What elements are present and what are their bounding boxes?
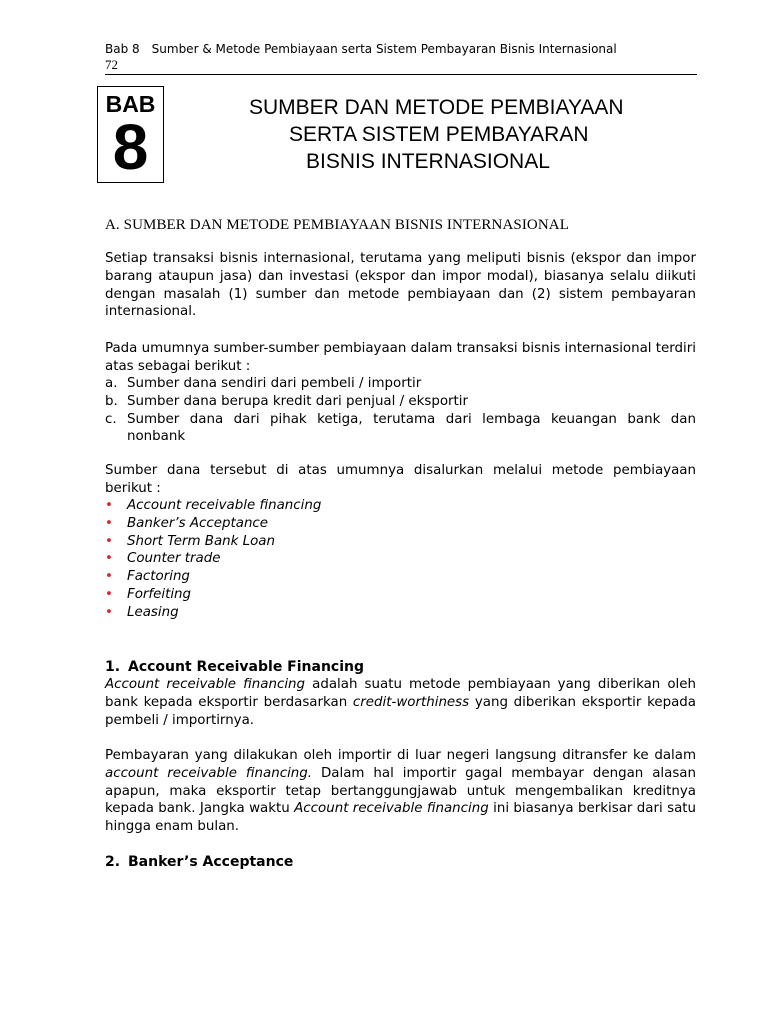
paragraph: [105, 676, 696, 729]
financing-methods-list: [105, 497, 696, 622]
list-item: [105, 515, 696, 533]
list-item: [105, 533, 696, 551]
list-item-text: Account receivable financing: [127, 498, 322, 513]
list-item: [105, 375, 696, 393]
subsection-title: Banker’s Acceptance: [128, 854, 294, 870]
list-marker: b.: [105, 393, 118, 409]
bullet-icon: •: [105, 551, 113, 567]
chapter-number-box: [97, 86, 164, 183]
header-divider: [105, 74, 697, 75]
subsection-heading: [105, 853, 293, 871]
list-item: [105, 604, 696, 622]
list-item-text: Sumber dana berupa kredit dari penjual / eksportir: [127, 393, 469, 409]
chapter-title-line: SERTA SISTEM PEMBAYARAN: [289, 123, 589, 146]
paragraph-text: yang diberikan eksportir kepada pembeli / importirnya.: [105, 694, 696, 728]
list-item: [105, 497, 696, 515]
chapter-number: 8: [112, 111, 149, 183]
bullet-icon: •: [105, 569, 113, 585]
paragraph: Sumber dana tersebut di atas umumnya disalurkan melalui metode pembiayaan berikut :: [105, 463, 696, 496]
paragraph: Pada umumnya sumber-sumber pembiayaan dalam transaksi bisnis internasional terdiri atas sebagai berikut :: [105, 341, 696, 374]
page-number: 72: [105, 57, 118, 72]
italic-term: Account receivable financing: [294, 801, 489, 817]
paragraph-text: ini biasanya berkisar dari satu hingga enam bulan.: [105, 801, 697, 835]
list-item: [105, 550, 696, 568]
subsection-number: 2.: [105, 854, 121, 870]
header-chapter: Bab 8: [105, 42, 140, 56]
list-item-text: Forfeiting: [127, 586, 192, 602]
list-item: [105, 568, 696, 586]
list-item-text: Counter trade: [127, 551, 221, 567]
bullet-icon: •: [105, 498, 113, 513]
list-item-text: Sumber dana dari pihak ketiga, terutama dari lembaga keuangan bank dan nonbank: [127, 411, 696, 445]
italic-term: Account receivable financing: [105, 677, 306, 692]
paragraph: [105, 747, 696, 836]
list-marker: c.: [105, 411, 117, 427]
paragraph-text: Dalam hal importir gagal membayar dengan alasan apapun, maka eksportir tetap bertanggungjawab untuk mengembalikan kreditnya kepada bank. Jangka waktu: [105, 765, 696, 817]
bullet-icon: •: [105, 515, 113, 531]
subsection-number: 1.: [105, 659, 121, 675]
funding-sources-list: [105, 375, 696, 446]
paragraph-text: Pembayaran yang dilakukan oleh importir di luar negeri langsung ditransfer ke dalam: [105, 748, 696, 763]
header-title: Sumber & Metode Pembiayaan serta Sistem Pembayaran Bisnis Internasional: [151, 42, 617, 56]
bullet-icon: •: [105, 604, 113, 620]
list-item-text: Leasing: [127, 604, 179, 620]
list-item-text: Sumber dana sendiri dari pembeli / importir: [127, 376, 422, 391]
chapter-label: BAB: [105, 91, 156, 117]
running-header: [105, 41, 697, 57]
bullet-icon: •: [105, 533, 113, 549]
list-item-text: Short Term Bank Loan: [127, 533, 275, 549]
bullet-icon: •: [105, 586, 113, 602]
list-item: [105, 393, 696, 411]
chapter-title-line: BISNIS INTERNASIONAL: [306, 150, 550, 173]
section-heading: A. SUMBER DAN METODE PEMBIAYAAN BISNIS INTERNASIONAL: [105, 217, 569, 233]
list-item: [105, 586, 696, 604]
list-item-text: Banker’s Acceptance: [127, 515, 269, 531]
italic-term: credit-worthiness: [352, 694, 470, 710]
subsection-heading: [105, 658, 364, 676]
paragraph: Setiap transaksi bisnis internasional, terutama yang meliputi bisnis (ekspor dan impor barang ataupun jasa) dan investasi (ekspor dan impor modal), biasanya selalu diikuti dengan masalah (1) sumber dan metode pembiayaan dan (2) sistem pembayaran internasional.: [105, 251, 696, 320]
list-item-text: Factoring: [127, 569, 190, 585]
italic-term: account receivable financing.: [105, 765, 313, 781]
chapter-title-line: SUMBER DAN METODE PEMBIAYAAN: [249, 96, 624, 119]
list-marker: a.: [105, 376, 118, 391]
subsection-title: Account Receivable Financing: [128, 659, 365, 675]
list-item: [105, 411, 696, 447]
paragraph-text: adalah suatu metode pembiayaan yang diberikan oleh bank kepada eksportir berdasarkan: [105, 677, 696, 710]
chapter-title: [200, 94, 680, 175]
